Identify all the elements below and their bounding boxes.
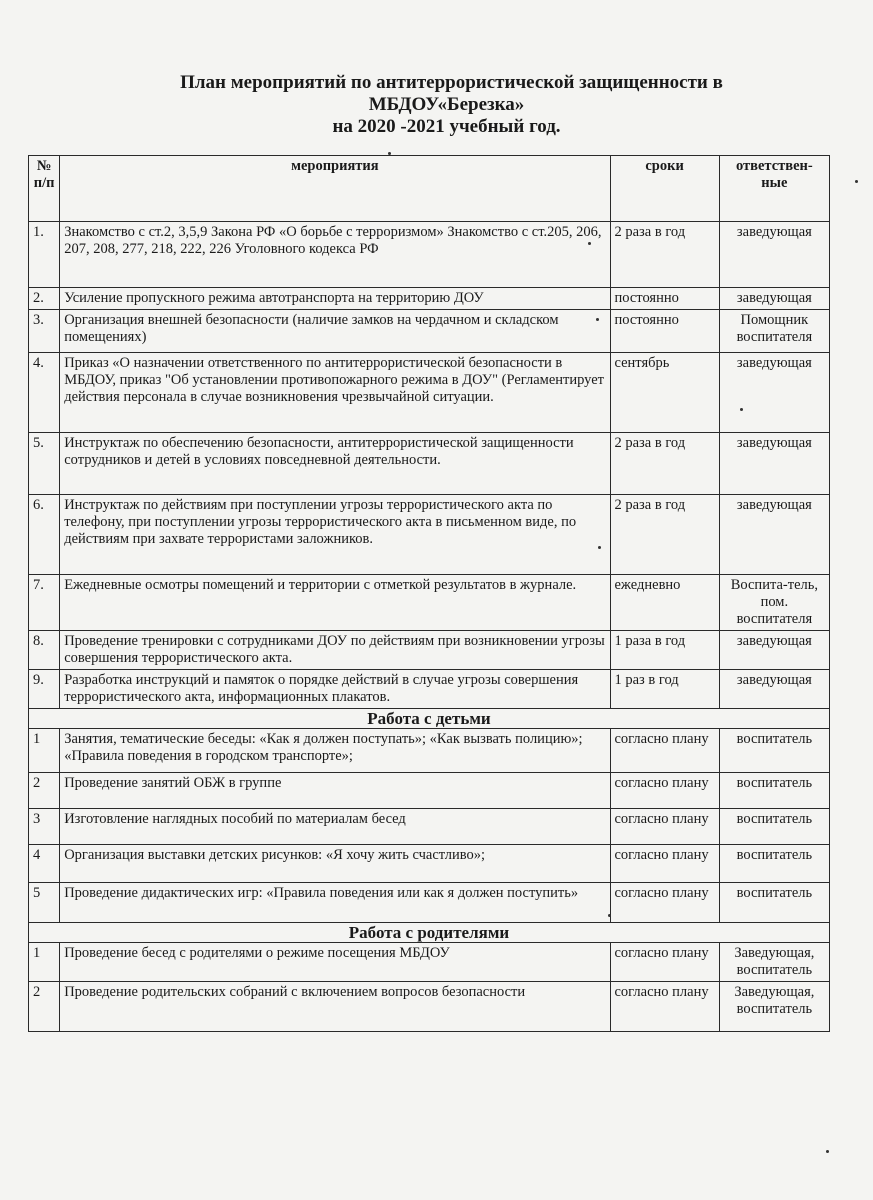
- scan-speck: [598, 546, 601, 549]
- table-row: [29, 288, 830, 310]
- section-children-row: [29, 709, 830, 729]
- section-children-title: Работа с детьми: [29, 709, 830, 729]
- row-responsible: воспитатель: [719, 845, 829, 883]
- section-parents-title: Работа с родителями: [29, 923, 830, 943]
- table-row: [29, 883, 830, 923]
- table-header-row: [29, 156, 830, 222]
- row-term: постоянно: [610, 310, 719, 353]
- row-term: 1 раза в год: [610, 631, 719, 670]
- table-row: [29, 773, 830, 809]
- row-term: 1 раз в год: [610, 670, 719, 709]
- row-term: согласно плану: [610, 809, 719, 845]
- row-number: 5.: [29, 433, 60, 495]
- row-event: Изготовление наглядных пособий по материалам бесед: [60, 809, 610, 845]
- row-term: 2 раза в год: [610, 495, 719, 575]
- row-term: ежедневно: [610, 575, 719, 631]
- table-row: [29, 670, 830, 709]
- table-row: [29, 575, 830, 631]
- row-responsible: заведующая: [719, 495, 829, 575]
- scan-speck: [588, 242, 591, 245]
- scan-speck: [855, 180, 858, 183]
- header-responsible: ответствен-ные: [719, 156, 829, 222]
- row-number: 7.: [29, 575, 60, 631]
- scan-speck: [608, 914, 611, 917]
- title-line-3: на 2020 -2021 учебный год.: [332, 116, 561, 137]
- row-responsible: заведующая: [719, 433, 829, 495]
- title-line-1: План мероприятий по антитеррористической защищенности в: [180, 72, 723, 93]
- document-title: [0, 72, 873, 138]
- table-row: [29, 631, 830, 670]
- scan-speck: [596, 318, 599, 321]
- row-term: согласно плану: [610, 729, 719, 773]
- row-term: 2 раза в год: [610, 222, 719, 288]
- row-number: 8.: [29, 631, 60, 670]
- row-term: согласно плану: [610, 845, 719, 883]
- section-parents-row: [29, 923, 830, 943]
- row-term: согласно плану: [610, 982, 719, 1032]
- scan-speck: [388, 152, 391, 155]
- table-row: [29, 845, 830, 883]
- row-event: Проведение тренировки с сотрудниками ДОУ по действиям при возникновении угрозы совершения террористического акта.: [60, 631, 610, 670]
- row-event: Инструктаж по обеспечению безопасности, антитеррористической защищенности сотрудников и детей в условиях повседневной деятельности.: [60, 433, 610, 495]
- row-responsible: Помощник воспитателя: [719, 310, 829, 353]
- row-number: 6.: [29, 495, 60, 575]
- row-responsible: воспитатель: [719, 729, 829, 773]
- row-number: 2: [29, 982, 60, 1032]
- row-term: согласно плану: [610, 883, 719, 923]
- row-event: Проведение дидактических игр: «Правила поведения или как я должен поступить»: [60, 883, 610, 923]
- row-responsible: воспитатель: [719, 809, 829, 845]
- row-responsible: воспитатель: [719, 883, 829, 923]
- table-row: [29, 729, 830, 773]
- row-number: 2.: [29, 288, 60, 310]
- row-responsible: Заведующая, воспитатель: [719, 982, 829, 1032]
- plan-table: [28, 155, 830, 1032]
- table-row: [29, 495, 830, 575]
- row-event: Инструктаж по действиям при поступлении угрозы террористического акта по телефону, при поступлении угрозы террористического акта в письменном виде, по действиям при захвате террористами заложников.: [60, 495, 610, 575]
- scan-speck: [740, 408, 743, 411]
- row-number: 1: [29, 729, 60, 773]
- row-responsible: Заведующая, воспитатель: [719, 943, 829, 982]
- row-responsible: заведующая: [719, 288, 829, 310]
- row-responsible: Воспита-тель, пом. воспитателя: [719, 575, 829, 631]
- row-term: согласно плану: [610, 773, 719, 809]
- table-row: [29, 310, 830, 353]
- table-row: [29, 353, 830, 433]
- row-event: Разработка инструкций и памяток о порядке действий в случае угрозы совершения террористического акта, информационных плакатов.: [60, 670, 610, 709]
- table-row: [29, 982, 830, 1032]
- row-number: 3: [29, 809, 60, 845]
- table-row: [29, 943, 830, 982]
- row-responsible: воспитатель: [719, 773, 829, 809]
- row-event: Приказ «О назначении ответственного по антитеррористической безопасности в МБДОУ, приказ "Об установлении противопожарного режима в ДОУ" (Регламентирует действия персонала в случае возникновения чрезвычайной ситуации.: [60, 353, 610, 433]
- row-number: 4.: [29, 353, 60, 433]
- row-number: 4: [29, 845, 60, 883]
- row-event: Усиление пропускного режима автотранспорта на территорию ДОУ: [60, 288, 610, 310]
- row-number: 1.: [29, 222, 60, 288]
- row-number: 9.: [29, 670, 60, 709]
- table-row: [29, 809, 830, 845]
- row-event: Знакомство с ст.2, 3,5,9 Закона РФ «О борьбе с терроризмом» Знакомство с ст.205, 206, 207, 208, 277, 218, 222, 226 Уголовного кодекса РФ: [60, 222, 610, 288]
- header-event: мероприятия: [60, 156, 610, 222]
- row-term: согласно плану: [610, 943, 719, 982]
- header-term: сроки: [610, 156, 719, 222]
- row-term: 2 раза в год: [610, 433, 719, 495]
- row-number: 3.: [29, 310, 60, 353]
- row-event: Проведение занятий ОБЖ в группе: [60, 773, 610, 809]
- row-responsible: заведующая: [719, 353, 829, 433]
- row-event: Занятия, тематические беседы: «Как я должен поступать»; «Как вызвать полицию»; «Правила поведения в городском транспорте»;: [60, 729, 610, 773]
- table-row: [29, 433, 830, 495]
- row-event: Проведение бесед с родителями о режиме посещения МБДОУ: [60, 943, 610, 982]
- row-responsible: заведующая: [719, 631, 829, 670]
- row-responsible: заведующая: [719, 670, 829, 709]
- header-num: № п/п: [29, 156, 60, 222]
- row-term: постоянно: [610, 288, 719, 310]
- row-number: 5: [29, 883, 60, 923]
- row-event: Проведение родительских собраний с включением вопросов безопасности: [60, 982, 610, 1032]
- row-responsible: заведующая: [719, 222, 829, 288]
- table-row: [29, 222, 830, 288]
- row-event: Организация внешней безопасности (наличие замков на чердачном и складском помещениях): [60, 310, 610, 353]
- row-term: сентябрь: [610, 353, 719, 433]
- row-number: 2: [29, 773, 60, 809]
- row-number: 1: [29, 943, 60, 982]
- scan-speck: [826, 1150, 829, 1153]
- title-line-2: МБДОУ«Березка»: [368, 94, 525, 115]
- row-event: Организация выставки детских рисунков: «Я хочу жить счастливо»;: [60, 845, 610, 883]
- row-event: Ежедневные осмотры помещений и территории с отметкой результатов в журнале.: [60, 575, 610, 631]
